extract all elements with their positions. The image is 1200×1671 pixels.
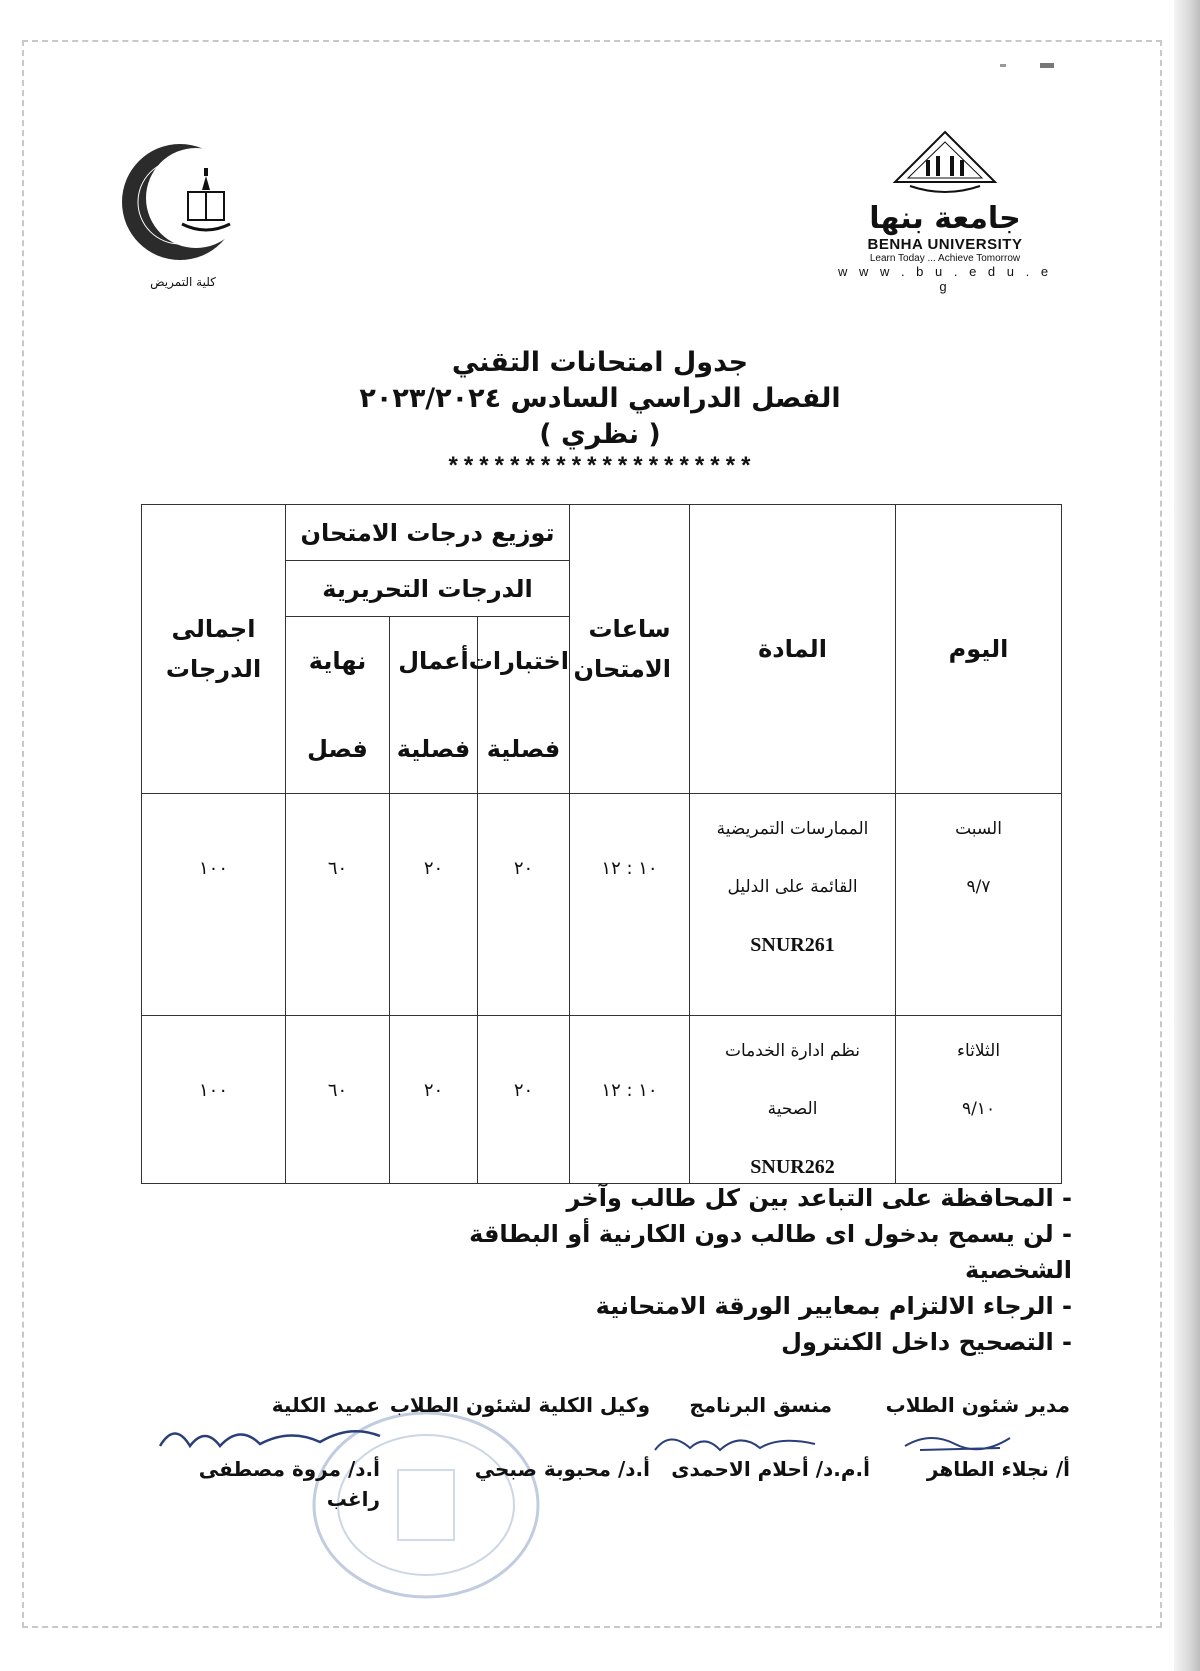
row-subject-line2: القائمة على الدليل	[727, 877, 858, 897]
table-row	[142, 1016, 1062, 1184]
row-course-code: SNUR261	[750, 934, 835, 956]
university-name-arabic: جامعة بنها	[869, 201, 1021, 236]
cell-total	[142, 794, 286, 1016]
row-subject-line1: نظم ادارة الخدمات	[725, 1041, 861, 1061]
row-total: ١٠٠	[198, 1080, 228, 1101]
header-final	[286, 617, 390, 794]
header-day: اليوم	[896, 505, 1062, 794]
note-distancing: - المحافظة على التباعد بين كل طالب وآخر	[566, 1184, 1072, 1212]
header-exam-hours: ساعات الامتحان	[570, 505, 690, 794]
note-id-required: - لن يسمح بدخول اى طالب دون الكارنية أو البطاقة الشخصية	[469, 1220, 1072, 1284]
table-row	[142, 794, 1062, 1016]
semester-title: الفصل الدراسي السادس ٢٠٢٣/٢٠٢٤	[359, 383, 841, 414]
note-correction: - التصحيح داخل الكنترول	[781, 1328, 1072, 1356]
header-written-grades: الدرجات التحريرية	[286, 561, 570, 617]
vice-dean-name: أ.د/ محبوبة صبحي	[474, 1457, 650, 1481]
student-affairs-name: أ/ نجلاء الطاهر	[926, 1457, 1070, 1481]
handwritten-signature-icon	[900, 1426, 1020, 1456]
note-exam-paper-rules: - الرجاء الالتزام بمعايير الورقة الامتحانية	[595, 1292, 1072, 1320]
row-final: ٦٠	[327, 1080, 348, 1101]
cell-final	[286, 794, 390, 1016]
cell-day	[896, 1016, 1062, 1184]
row-quizzes: ٢٠	[513, 1080, 534, 1101]
row-hours: ١٠ : ١٢	[601, 858, 658, 879]
coordinator-title: منسق البرنامج	[689, 1393, 832, 1417]
cell-hours	[570, 1016, 690, 1184]
header-final-text: نهاية فصل	[307, 647, 368, 763]
benha-university-logo	[830, 130, 1060, 294]
document-heading	[300, 345, 900, 483]
row-date: ٩/١٠	[961, 1099, 996, 1119]
university-name-english: BENHA UNIVERSITY	[867, 236, 1023, 253]
row-hours: ١٠ : ١٢	[601, 1080, 658, 1101]
cell-quizzes	[478, 1016, 570, 1184]
header-coursework	[390, 617, 478, 794]
header-quizzes-text: اختبارات فصلية	[468, 647, 570, 763]
cell-final	[286, 1016, 390, 1184]
cell-subject	[690, 1016, 896, 1184]
row-day: الثلاثاء	[956, 1041, 1001, 1061]
university-url: w w w . b u . e d u . e g	[837, 264, 1053, 294]
row-coursework: ٢٠	[423, 1080, 444, 1101]
row-coursework: ٢٠	[423, 858, 444, 879]
row-date: ٩/٧	[966, 877, 991, 897]
university-emblem-icon	[890, 130, 1000, 198]
coordinator-name: أ.م.د/ أحلام الاحمدى	[671, 1457, 870, 1481]
row-subject-line2: الصحية	[767, 1099, 818, 1119]
exam-type: ( نظري )	[539, 419, 661, 450]
student-affairs-title: مدير شئون الطلاب	[885, 1393, 1070, 1417]
row-final: ٦٠	[327, 858, 348, 879]
university-slogan: Learn Today ... Achieve Tomorrow	[869, 253, 1021, 264]
scan-edge-shadow	[1174, 0, 1200, 1671]
header-quizzes	[468, 617, 570, 794]
stars-divider: ********************	[445, 455, 755, 482]
dean-name: أ.د/ مروة مصطفى راغب	[198, 1457, 380, 1511]
nursing-crest-icon	[118, 140, 248, 275]
faculty-caption: كلية التمريض	[150, 275, 216, 289]
header-total-grades: اجمالى الدرجات	[142, 505, 286, 794]
row-quizzes: ٢٠	[513, 858, 534, 879]
row-day: السبت	[955, 819, 1002, 839]
header-grade-distribution: توزيع درجات الامتحان	[286, 505, 570, 561]
scan-mark	[1000, 60, 1060, 72]
cell-hours	[570, 794, 690, 1016]
row-subject-line1: الممارسات التمريضية	[716, 819, 869, 839]
header-subject: المادة	[690, 505, 896, 794]
cell-subject	[690, 794, 896, 1016]
handwritten-signature-icon	[150, 1416, 390, 1460]
cell-total	[142, 1016, 286, 1184]
exam-schedule-table	[141, 504, 1062, 1184]
exam-notes	[400, 1180, 1072, 1360]
cell-coursework	[390, 1016, 478, 1184]
faculty-of-nursing-logo	[118, 140, 248, 290]
vice-dean-title: وكيل الكلية لشئون الطلاب	[389, 1393, 650, 1417]
row-course-code: SNUR262	[750, 1156, 835, 1178]
dean-title: عميد الكلية	[271, 1393, 380, 1417]
signature-vice-dean	[390, 1390, 650, 1484]
row-total: ١٠٠	[198, 858, 228, 879]
schedule-title: جدول امتحانات التقني	[451, 347, 749, 378]
cell-coursework	[390, 794, 478, 1016]
cell-day	[896, 794, 1062, 1016]
signatures-block	[150, 1390, 1070, 1510]
cell-quizzes	[478, 794, 570, 1016]
header-coursework-text: أعمال فصلية	[396, 647, 471, 763]
handwritten-signature-icon	[650, 1426, 820, 1458]
